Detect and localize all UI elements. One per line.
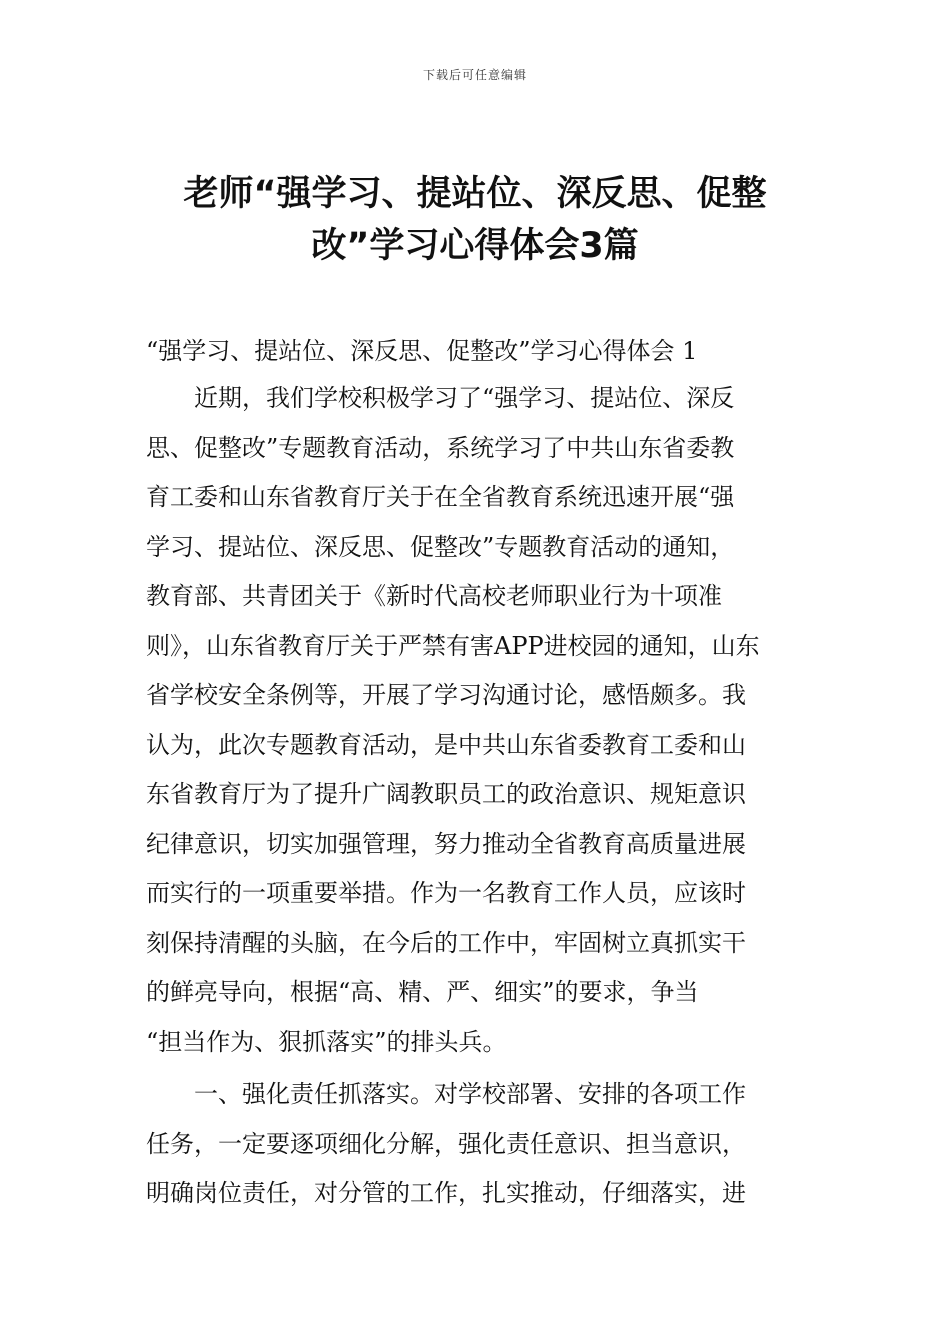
paragraph-line: 思、促整改”专题教育活动，系统学习了中共山东省委教 bbox=[146, 433, 735, 462]
header-note: 下载后可任意编辑 bbox=[422, 68, 527, 82]
paragraph-line: 省学校安全条例等，开展了学习沟通讨论，感悟颇多。我 bbox=[146, 681, 746, 709]
paragraph-line: 教育部、共青团关于《新时代高校老师职业行为十项准 bbox=[146, 582, 722, 610]
paragraph-2 bbox=[146, 1070, 826, 1219]
paragraph-line: 近期，我们学校积极学习了“强学习、提站位、深反 bbox=[146, 384, 735, 412]
paragraph-line: 认为，此次专题教育活动，是中共山东省委教育工委和山 bbox=[146, 730, 746, 759]
document-title bbox=[100, 168, 850, 272]
paragraph-line: 明确岗位责任，对分管的工作，扎实推动，仔细落实，进 bbox=[146, 1179, 746, 1207]
paragraph-line: 而实行的一项重要举措。作为一名教育工作人员，应该时 bbox=[146, 879, 746, 907]
paragraph-line: 育工委和山东省教育厅关于在全省教育系统迅速开展“强 bbox=[146, 483, 735, 511]
section-heading: “强学习、提站位、深反思、促整改”学习心得体会 1 bbox=[146, 337, 698, 365]
paragraph-line: “担当作为、狠抓落实”的排头兵。 bbox=[146, 1027, 507, 1056]
paragraph-line: 东省教育厅为了提升广阔教职员工的政治意识、规矩意识 bbox=[146, 780, 746, 808]
paragraph-line: 则》，山东省教育厅关于严禁有害APP进校园的通知，山东 bbox=[146, 631, 760, 660]
paragraph-line: 的鲜亮导向，根据“高、精、严、细实”的要求，争当 bbox=[146, 978, 699, 1006]
paragraph-line: 任务，一定要逐项细化分解，强化责任意识、担当意识， bbox=[146, 1129, 746, 1158]
paragraph-line: 刻保持清醒的头脑，在今后的工作中，牢固树立真抓实干 bbox=[146, 928, 746, 957]
paragraph-line: 一、强化责任抓落实。对学校部署、安排的各项工作 bbox=[146, 1080, 746, 1108]
paragraph-1 bbox=[146, 374, 826, 1067]
title-line-2: 改”学习心得体会3篇 bbox=[311, 226, 639, 266]
paragraph-line: 学习、提站位、深反思、促整改”专题教育活动的通知， bbox=[146, 532, 735, 561]
paragraph-line: 纪律意识，切实加强管理，努力推动全省教育高质量进展 bbox=[146, 829, 746, 858]
title-line-1: 老师“强学习、提站位、深反思、促整 bbox=[183, 174, 767, 214]
